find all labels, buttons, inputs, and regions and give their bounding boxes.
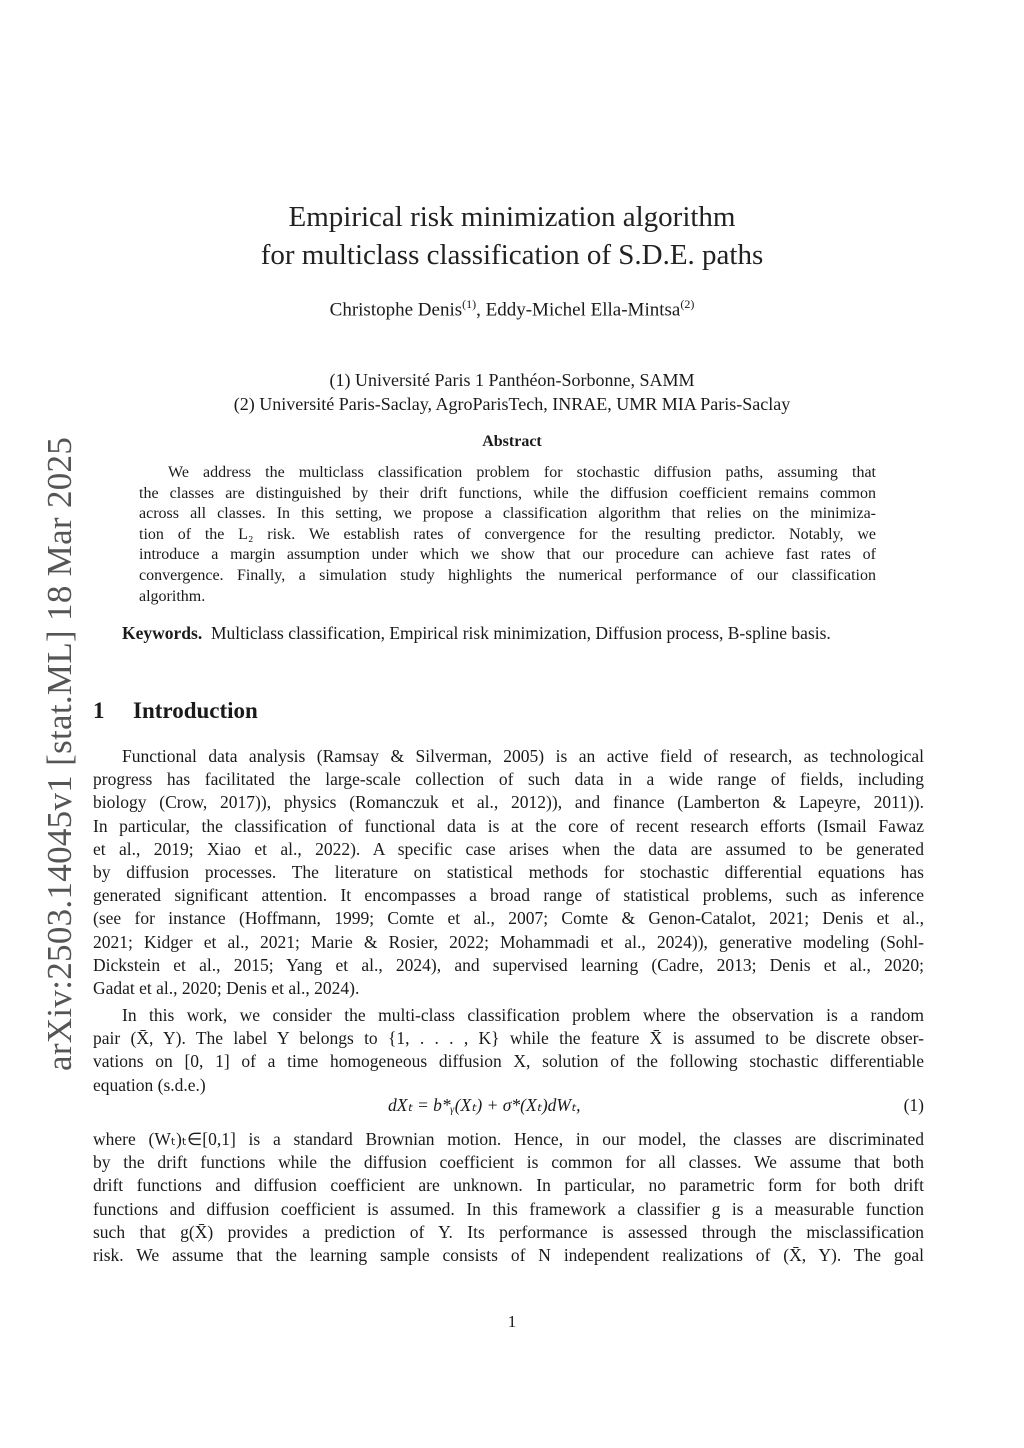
paragraph-line: risk. We assume that the learning sample consists of N independent realizations of (X̄, Y). The goal — [93, 1245, 924, 1266]
keywords-label: Keywords. — [122, 623, 203, 643]
author-2-affiliation-mark: (2) — [680, 297, 695, 311]
equation-number: (1) — [903, 1095, 924, 1115]
paragraph-line: Dickstein et al., 2015; Yang et al., 2024), and supervised learning (Cadre, 2013; Denis et al., 2020; — [93, 954, 924, 975]
author-separator: , — [476, 299, 486, 321]
keywords — [93, 621, 924, 645]
abstract-line: across all classes. In this setting, we propose a classification algorithm that relies on the minimiza- — [139, 505, 876, 523]
paragraph-line: et al., 2019; Xiao et al., 2022). A specific case arises when the data are assumed to be generated — [93, 838, 924, 859]
abstract-line: the classes are distinguished by their drift functions, while the diffusion coefficient remains common — [139, 484, 876, 502]
section-title: Introduction — [133, 698, 258, 723]
intro-paragraph-1 — [93, 745, 924, 1000]
abstract-heading: Abstract — [482, 433, 542, 450]
abstract-line: algorithm. — [139, 587, 206, 605]
paragraph-line: where (Wₜ)ₜ∈[0,1] is a standard Brownian motion. Hence, in our model, the classes are discriminated — [93, 1129, 924, 1149]
page-number: 1 — [507, 1312, 517, 1331]
title-line-1: Empirical risk minimization algorithm — [288, 201, 736, 233]
paragraph-line: generated significant attention. It encompasses a broad range of statistical problems, such as inference — [93, 885, 924, 906]
paper-title — [0, 198, 1024, 274]
author-1-affiliation-mark: (1) — [462, 297, 477, 311]
affiliation-2: (2) Université Paris-Saclay, AgroParisTech, INRAE, UMR MIA Paris-Saclay — [233, 394, 791, 414]
keywords-text: Multiclass classification, Empirical risk minimization, Diffusion process, B-spline basis. — [210, 623, 831, 643]
abstract-line: convergence. Finally, a simulation study highlights the numerical performance of our classification — [139, 566, 876, 584]
paragraph-line: functions and diffusion coefficient is assumed. In this framework a classifier g is a measurable function — [93, 1198, 924, 1219]
intro-paragraph-2 — [93, 1004, 924, 1097]
paragraph-line: Gadat et al., 2020; Denis et al., 2024). — [93, 978, 360, 999]
paragraph-line: 2021; Kidger et al., 2021; Marie & Rosier, 2022; Mohammadi et al., 2024)), generative modeling (Sohl- — [93, 931, 924, 952]
paragraph-line: such that g(X̄) provides a prediction of Y. Its performance is assessed through the misclassification — [93, 1221, 924, 1242]
title-line-2: for multiclass classification of S.D.E. paths — [260, 239, 764, 271]
section-number: 1 — [93, 698, 105, 723]
author-2-name: Eddy-Michel Ella-Mintsa — [485, 299, 681, 321]
paragraph-line: biology (Crow, 2017)), physics (Romanczuk et al., 2012)), and finance (Lamberton & Lapeyre, 2011)). — [93, 792, 924, 813]
paragraph-line: drift functions and diffusion coefficient are unknown. In particular, no parametric form for both drift — [93, 1175, 924, 1196]
paragraph-line: In this work, we consider the multi-class classification problem where the observation is a random — [122, 1005, 924, 1025]
paragraph-line: by diffusion processes. The literature on statistical methods for stochastic differential equations has — [93, 862, 924, 883]
affiliations — [0, 368, 1024, 416]
abstract-line: We address the multiclass classification problem for stochastic diffusion paths, assuming that — [168, 464, 876, 481]
author-1-name: Christophe Denis — [329, 299, 463, 321]
paragraph-line: by the drift functions while the diffusion coefficient is common for all classes. We assume that both — [93, 1152, 924, 1173]
arxiv-identifier-stamp[interactable]: arXiv:2503.14045v1 [stat.ML] 18 Mar 2025 — [40, 436, 79, 1071]
paragraph-line: In particular, the classification of functional data is at the core of recent research efforts (Ismail Fawaz — [93, 815, 924, 836]
section-heading-introduction — [93, 698, 258, 724]
paragraph-line: equation (s.d.e.) — [93, 1074, 206, 1095]
equation-formula: dXₜ = b*ᵧ(Xₜ) + σ*(Xₜ)dWₜ, — [388, 1095, 581, 1115]
intro-paragraph-3 — [93, 1128, 924, 1267]
author-list — [0, 297, 1024, 321]
paragraph-line: progress has facilitated the large-scale collection of such data in a wide range of fields, including — [93, 769, 924, 790]
paragraph-line: vations on [0, 1] of a time homogeneous diffusion X, solution of the following stochastic differentiable — [93, 1051, 924, 1072]
paragraph-line: (see for instance (Hoffmann, 1999; Comte et al., 2007; Comte & Genon-Catalot, 2021; Denis et al., — [93, 908, 924, 929]
paragraph-line: Functional data analysis (Ramsay & Silverman, 2005) is an active field of research, as technological — [122, 746, 924, 766]
abstract-body — [139, 463, 876, 607]
affiliation-1: (1) Université Paris 1 Panthéon-Sorbonne, SAMM — [329, 370, 695, 390]
paragraph-line: pair (X̄, Y). The label Y belongs to {1, . . . , K} while the feature X̄ is assumed to be discrete obser- — [93, 1028, 924, 1049]
abstract-line: introduce a margin assumption under which we show that our procedure can achieve fast rates of — [139, 546, 876, 564]
abstract-line: tion of the L₂ risk. We establish rates of convergence for the resulting predictor. Notably, we — [139, 525, 876, 543]
